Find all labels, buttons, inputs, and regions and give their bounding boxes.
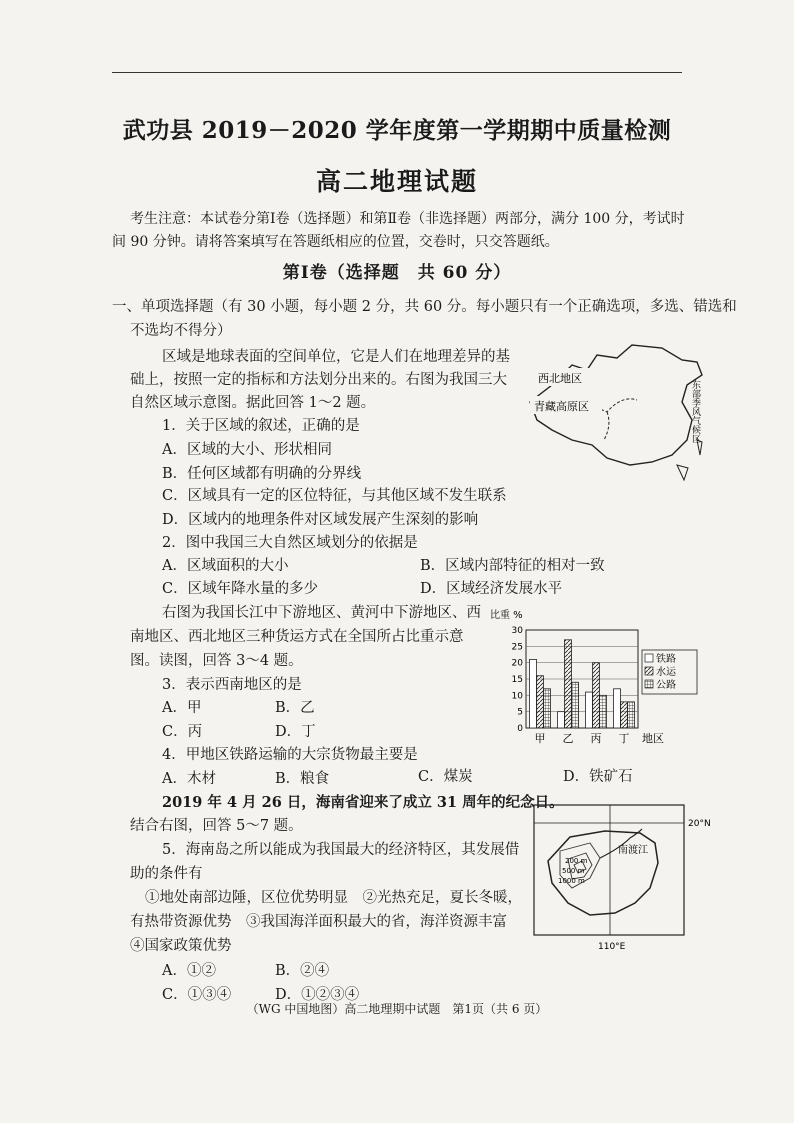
q5-option-c: C．①③④ [162, 987, 232, 1003]
bar-水运 [537, 676, 544, 728]
y-tick-label: 20 [511, 658, 523, 669]
legend-swatch [645, 680, 653, 688]
label-qingzang: 青藏高原区 [534, 400, 589, 413]
exam-title: 武功县 2019－2020 学年度第一学期期中质量检测 [122, 117, 672, 144]
bar-铁路 [530, 659, 537, 728]
q1-option-b: B．任何区域都有明确的分界线 [162, 466, 362, 482]
y-tick-label: 0 [517, 724, 523, 734]
q5-statements-3: ④国家政策优势 [130, 938, 232, 954]
y-tick-label: 15 [511, 675, 523, 685]
x-axis-label: 地区 [642, 732, 664, 745]
passage2-line-2: 南地区、西北地区三种货运方式在全国所占比重示意 [130, 629, 464, 645]
x-category-label: 丁 [618, 732, 630, 745]
passage1-line-2: 础上，按照一定的指标和方法划分出来的。右图为我国三大 [130, 372, 507, 388]
exam-subtitle: 高二地理试题 [315, 167, 478, 196]
contour-500-label: 500 m [562, 867, 585, 875]
passage3-line-1: 2019 年 4 月 26 日，海南省迎来了成立 31 周年的纪念日。 [162, 794, 564, 811]
bar-铁路 [614, 689, 621, 728]
label-east-monsoon: 东部季风气候区 [690, 380, 700, 443]
label-northwest: 西北地区 [538, 372, 582, 385]
q4-stem: 4．甲地区铁路运输的大宗货物最主要是 [162, 747, 418, 763]
passage2-line-3: 图。读图，回答 3～4 题。 [130, 653, 303, 669]
region-boundary-south [604, 412, 609, 440]
bar-水运 [565, 640, 572, 728]
q5-stem-2: 助的条件有 [130, 866, 203, 882]
q1-option-d: D．区域内的地理条件对区域发展产生深刻的影响 [162, 512, 479, 528]
q3-option-c: C．丙 [162, 724, 203, 740]
x-category-label: 甲 [534, 732, 546, 745]
q1-option-a: A．区域的大小、形状相同 [162, 442, 332, 458]
contour-1000-label: 1000 m [558, 877, 585, 885]
q2-option-b: B．区域内部特征的相对一致 [420, 558, 605, 574]
q5-stem-1: 5．海南岛之所以能成为我国最大的经济特区，其发展借 [162, 842, 520, 858]
q3-stem: 3．表示西南地区的是 [162, 677, 302, 693]
q5-option-a: A．①② [162, 963, 216, 979]
legend-swatch [645, 654, 653, 662]
freight-share-chart [488, 606, 703, 751]
q2-stem: 2．图中我国三大自然区域划分的依据是 [162, 535, 418, 551]
bar-铁路 [558, 712, 565, 728]
q1-stem: 1．关于区域的叙述，正确的是 [162, 418, 360, 434]
island-hainan [677, 465, 688, 480]
legend-swatch [645, 667, 653, 675]
x-category-label: 乙 [562, 732, 574, 745]
hainan-map [530, 803, 716, 953]
nandu-river-label: 南渡江 [618, 845, 648, 856]
q4-option-b: B．粮食 [275, 771, 330, 787]
instructions-line-2: 不选均不得分） [130, 323, 232, 339]
section-title: 第Ⅰ卷（选择题 共 60 分） [282, 263, 512, 283]
bar-公路 [628, 702, 635, 728]
bar-水运 [593, 663, 600, 728]
q5-statements-1: ①地处南部边陲，区位优势明显 ②光热充足，夏长冬暖， [145, 890, 522, 906]
y-tick-label: 5 [517, 707, 523, 718]
q2-option-a: A．区域面积的大小 [162, 558, 289, 574]
q1-option-c: C．区域具有一定的区位特征，与其他区域不发生联系 [162, 488, 507, 504]
china-regions-map [512, 340, 717, 485]
q3-option-a: A．甲 [162, 700, 202, 716]
map-frame [534, 805, 684, 935]
header-rule [112, 72, 682, 73]
q3-option-b: B．乙 [275, 700, 315, 716]
legend-label: 水运 [656, 667, 676, 678]
q2-option-d: D．区域经济发展水平 [420, 581, 563, 597]
q3-option-d: D．丁 [275, 724, 316, 740]
bar-公路 [572, 682, 579, 728]
y-tick-label: 25 [511, 642, 523, 653]
bar-铁路 [586, 692, 593, 728]
lon-label: 110°E [598, 942, 626, 952]
y-tick-label: 10 [511, 691, 523, 702]
y-tick-label: 30 [511, 626, 523, 636]
bar-公路 [544, 689, 551, 728]
instructions-line-1: 一、单项选择题（有 30 小题，每小题 2 分，共 60 分。每小题只有一个正确选项，多选、错选和 [112, 299, 737, 315]
passage1-line-1: 区域是地球表面的空间单位，它是人们在地理差异的基 [162, 349, 510, 365]
passage3-line-2: 结合右图，回答 5～7 题。 [130, 818, 303, 834]
x-category-label: 丙 [590, 732, 602, 745]
passage1-line-3: 自然区域示意图。据此回答 1～2 题。 [130, 395, 376, 411]
page-footer: （WG 中国地图）高二地理期中试题 第1页（共 6 页） [246, 1002, 548, 1016]
legend-label: 铁路 [656, 654, 676, 665]
q5-option-b: B．②④ [275, 963, 330, 979]
q5-statements-2: 有热带资源优势 ③我国海洋面积最大的省，海洋资源丰富 [130, 914, 507, 930]
q5-option-d: D．①②③④ [275, 987, 360, 1003]
passage2-line-1: 右图为我国长江中下游地区、黄河中下游地区、西 [162, 605, 481, 621]
q4-option-c: C．煤炭 [418, 769, 473, 785]
bar-水运 [621, 702, 628, 728]
chart-ylabel-1: 比重 % [490, 610, 523, 621]
q2-option-c: C．区域年降水量的多少 [162, 581, 319, 597]
contour-200-label: 200 m [565, 857, 588, 865]
notice-line-2: 间 90 分钟。请将答案填写在答题纸相应的位置，交卷时，只交答题纸。 [112, 234, 559, 250]
bar-公路 [600, 695, 607, 728]
q4-option-d: D．铁矿石 [563, 769, 633, 785]
legend-label: 公路 [656, 680, 676, 691]
lat-label: 20°N [688, 819, 711, 829]
q4-option-a: A．木材 [162, 771, 216, 787]
notice-line-1: 考生注意：本试卷分第Ⅰ卷（选择题）和第Ⅱ卷（非选择题）两部分，满分 100 分，考试时 [130, 211, 685, 227]
